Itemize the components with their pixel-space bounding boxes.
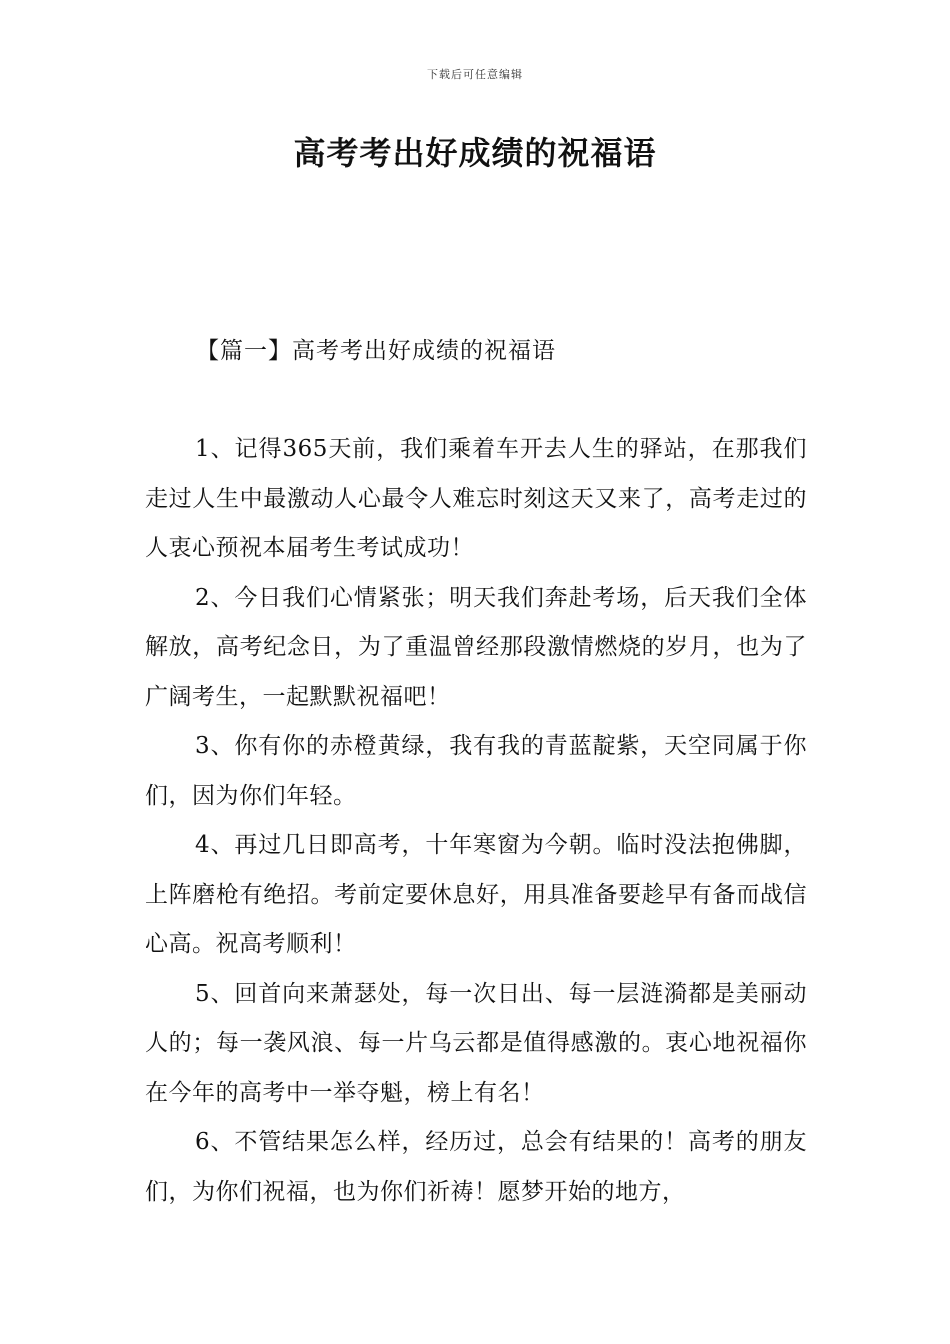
paragraph-4: 4、再过几日即高考，十年寒窗为今朝。临时没法抱佛脚，上阵磨枪有绝招。考前定要休息好，用具准备要趁早有备而战信心高。祝高考顺利！ (145, 832, 807, 957)
section-heading: 【篇一】高考考出好成绩的祝福语 (196, 338, 556, 364)
paragraph-1: 1、记得365天前，我们乘着车开去人生的驿站，在那我们走过人生中最激动人心最令人难忘时刻这天又来了，高考走过的人衷心预祝本届考生考试成功！ (145, 436, 807, 561)
header-note: 下载后可任意编辑 (427, 68, 523, 81)
body-text (145, 425, 807, 1217)
paragraph-6: 6、不管结果怎么样，经历过，总会有结果的！高考的朋友们，为你们祝福，也为你们祈祷！愿梦开始的地方， (145, 1129, 807, 1205)
paragraph-3: 3、你有你的赤橙黄绿，我有我的青蓝靛紫，天空同属于你们，因为你们年轻。 (145, 733, 807, 809)
paragraph-2: 2、今日我们心情紧张；明天我们奔赴考场，后天我们全体解放，高考纪念日，为了重温曾经那段激情燃烧的岁月，也为了广阔考生，一起默默祝福吧！ (145, 584, 807, 710)
paragraph-5: 5、回首向来萧瑟处，每一次日出、每一层涟漪都是美丽动人的；每一袭风浪、每一片乌云都是值得感激的。衷心地祝福你在今年的高考中一举夺魁，榜上有名！ (145, 980, 807, 1106)
page-title: 高考考出好成绩的祝福语 (293, 134, 657, 172)
